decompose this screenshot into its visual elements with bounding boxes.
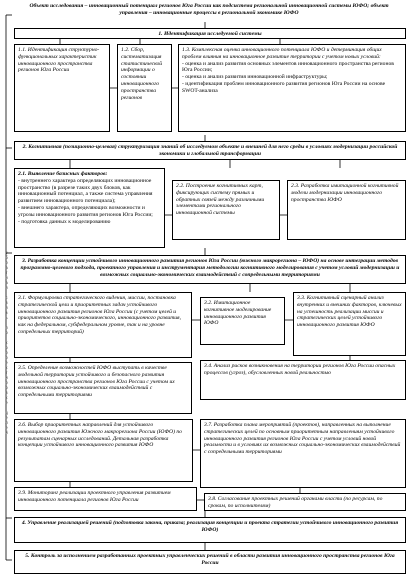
list-item: - идентификация проблем инновационного развития регионов Юга России на основе SWOT-анализа [182, 81, 402, 95]
feedback-side-label: обратная связь по корректировке целей [4, 250, 9, 435]
stage1-title: 1. Идентификация исследуемой системы [14, 28, 406, 39]
stage5-box: 5. Контроль за исполнением разработанных проектных управленческих решений в области развития инновационного пространства регионов Юга России [14, 550, 406, 574]
box-1-3-list [182, 61, 402, 95]
stage2-title: 2. Когнитивная (позиционно-целевая) структуризация знаний об исследуемом объекте и внешней для него среды в условиях модернизации российской экономики и глобальной трансформации [14, 141, 406, 160]
stage3-title: 3. Разработка концепции устойчивого инновационного развития регионов Юга России (южного макрорегиона – ЮФО) на основе интеграции методов программно-целевого подхода, проектного управления и инструментария методологии когнитивного моделирования с учетом условий модернизации и возможных социально-экономических взаимодействий с сопредельными территориями [14, 255, 406, 284]
box-2-3: 2.3. Разработка имитационной когнитивной модели модернизации инновационного пространства ЮФО [287, 180, 406, 240]
box-3-5: 3.5. Определение возможностей ЮФО выступать в качестве модельной территории устойчивого и безопасного развития инновационного пространства регионов Юга России с учетом их возможных социально-экономических взаимодействий с сопредельными территориями [14, 362, 192, 414]
box-1-1: 1.1. Идентификация структурно-функциональных характеристик инновационного пространства регионов Юга России [14, 44, 110, 132]
list-item: - оценка и анализ развития основных элементов инновационного пространства регионов Юга России; [182, 61, 402, 75]
box-3-4: 3.4. Анализ рисков возникновения на территории регионов Юга России опасных процессов (угроз), обусловленных новой реальностью [200, 360, 406, 400]
box-3-2: 3.2. Имитационное когнитивное моделирование инновационного развития ЮФО [200, 297, 285, 345]
research-object-header: Объект исследования – инновационный потенциал регионов Юга России как подсистема региональной инновационной системы ЮФО; объект управления – инновационные процессы в региональной экономике ЮФО [24, 1, 394, 22]
box-3-7: 3.7. Разработка плана мероприятий (проектов), направленных на выполнение стратегических целей по основным приоритетным направлениям устойчивого инновационного развития регионов Юга России с учетом условий новой реальности и в условиях их возможных социально-экономических взаимодействий с сопредельными территориями [200, 419, 406, 488]
box-1-2: 1.2. Сбор, систематизация статистической информации о состоянии инновационного пространства регионов [117, 44, 172, 132]
box-2-1-title: 2.1. Выявление базисных факторов: [18, 171, 108, 177]
box-2-1-list [18, 178, 161, 226]
box-1-3-title: 1.3. Комплексная оценка инновационного потенциала ЮФО и детерминация общих проблем влияния на инновационное развитие территории с учетом новых условий: [182, 47, 382, 60]
box-3-1: 3.1. Формулировка стратегического видения, миссии, постановка стратегической цели и приоритетных задач устойчивого инновационного развития регионов Юга России (с учетом целей и приоритетов социально-экономического, инновационного развития, как на федеральном, субфедеральном уровне, так и на уровне сопредельных территорий) [14, 292, 192, 358]
box-2-2: 2.2. Построение когнитивных карт, фиксирующих систему прямых и обратных связей между различными элементами регионального инновационной системы [172, 180, 280, 240]
box-3-6: 3.6. Выбор приоритетных направлений для устойчивого инновационного развития Южного макрорегиона России (ЮФО) по результатам сценарных исследований. Детальная разработка концепции устойчивого инновационного развития ЮФО [14, 419, 193, 482]
box-1-3 [178, 44, 406, 132]
box-3-9: 3.9. Мониторинг реализации проектного управления развитием инновационного потенциала регионов Юга России [14, 487, 197, 511]
stage4-box: 4. Управление реализацией решений (подготовка закона, приказа; реализация концепции и проекта стратегии устойчивого инновационного развития ЮФО) [14, 517, 406, 543]
list-item: - подготовка данных к моделированию [18, 219, 161, 226]
list-item: - внешнего характера, определяющих возможности и угрозы инновационного развития регионов Юга России; [18, 205, 161, 219]
list-item: - оценка и анализ развития инновационной инфраструктуры; [182, 74, 402, 81]
box-3-8: 3.8. Согласование проектных решений органами власти (по ресурсам, по срокам, по исполнителям) [204, 493, 406, 511]
list-item: - внутреннего характера определяющих инновационное пространство (в разрезе таких двух блоков, как инновационный потенциал, а также система управления развитием инновационного потенциала); [18, 178, 161, 205]
box-2-1 [14, 168, 165, 248]
box-3-3: 3.3. Когнитивный сценарный анализ внутренних и внешних факторов, ключевых на успешность реализации миссии и стратегических целей устойчивого инновационного развития ЮФО [293, 292, 406, 356]
